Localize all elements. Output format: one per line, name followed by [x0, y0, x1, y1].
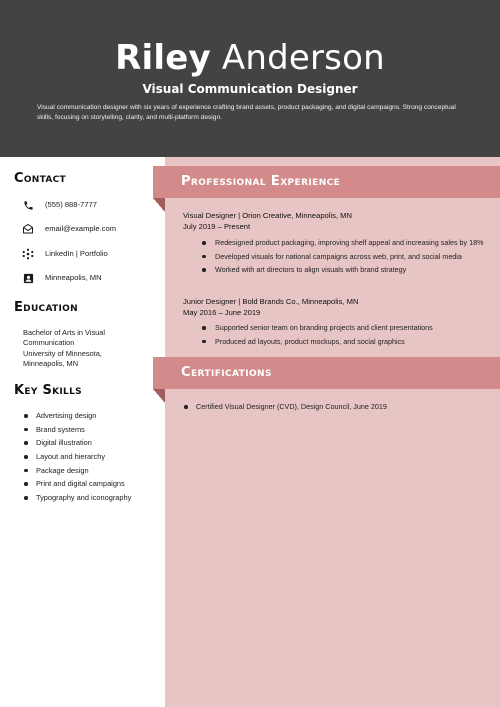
list-item: Developed visuals for national campaigns across web, print, and social media [201, 252, 486, 262]
list-item: Worked with art directors to align visuals with brand strategy [201, 265, 486, 275]
skills-list [23, 411, 131, 507]
list-item: Package design [23, 466, 131, 480]
list-item: Print and digital campaigns [23, 479, 131, 493]
network-icon [22, 248, 34, 260]
education-entry [23, 328, 143, 370]
location-text: Minneapolis, MN [45, 273, 102, 282]
job-bullets [201, 323, 486, 350]
location-icon [22, 272, 34, 284]
list-item: Brand systems [23, 425, 131, 439]
job-role: Junior Designer | Bold Brands Co., Minneapolis, MN [183, 297, 359, 306]
profile-summary: Visual communication designer with six years of experience crafting brand assets, product packaging, and digital campaigns. Strong conceptual skills, focusing on storytelling, clarity, and multi-platform design. [37, 104, 456, 121]
degree: Bachelor of Arts in Visual Communication [23, 328, 106, 348]
job-header [183, 211, 352, 232]
certifications-banner-fold [153, 389, 165, 403]
certifications-list [183, 402, 387, 412]
contact-email [22, 222, 117, 236]
job-header [183, 297, 358, 318]
list-item: Produced ad layouts, product mockups, and social graphics [201, 337, 486, 347]
school: University of Minnesota, Minneapolis, MN [23, 348, 102, 369]
candidate-name [0, 38, 500, 78]
job-dates: July 2019 – Present [183, 221, 251, 231]
first-name: Riley [115, 38, 211, 78]
last-name: Anderson [221, 38, 385, 78]
job-dates: May 2016 – June 2019 [183, 307, 261, 317]
contact-heading: Contact [14, 171, 66, 186]
skills-heading: Key Skills [14, 383, 82, 398]
resume-header [0, 0, 500, 157]
experience-banner-fold [153, 198, 165, 212]
contact-phone [22, 198, 97, 212]
list-item: Certified Visual Designer (CVD), Design Council, June 2019 [183, 402, 387, 412]
contact-links [22, 247, 108, 261]
list-item: Advertising design [23, 411, 131, 425]
education-heading: Education [14, 300, 78, 315]
list-item: Layout and hierarchy [23, 452, 131, 466]
job-role: Visual Designer | Orion Creative, Minneapolis, MN [183, 211, 352, 220]
certifications-heading: Certifications [181, 365, 272, 380]
phone-text: (555) 888-7777 [45, 200, 97, 209]
list-item: Supported senior team on branding projects and client presentations [201, 323, 486, 333]
list-item: Typography and iconography [23, 493, 131, 507]
job-bullets [201, 238, 486, 279]
list-item: Digital illustration [23, 438, 131, 452]
links-text: LinkedIn | Portfolio [45, 249, 108, 258]
email-icon [22, 223, 34, 235]
list-item: Redesigned product packaging, improving shelf appeal and increasing sales by 18% [201, 238, 486, 248]
experience-heading: Professional Experience [181, 174, 341, 189]
experience-banner [153, 166, 500, 198]
job-title: Visual Communication Designer [142, 82, 358, 96]
certifications-banner [153, 357, 500, 389]
phone-icon [22, 199, 34, 211]
contact-location [22, 271, 102, 285]
email-text: email@example.com [45, 224, 117, 233]
